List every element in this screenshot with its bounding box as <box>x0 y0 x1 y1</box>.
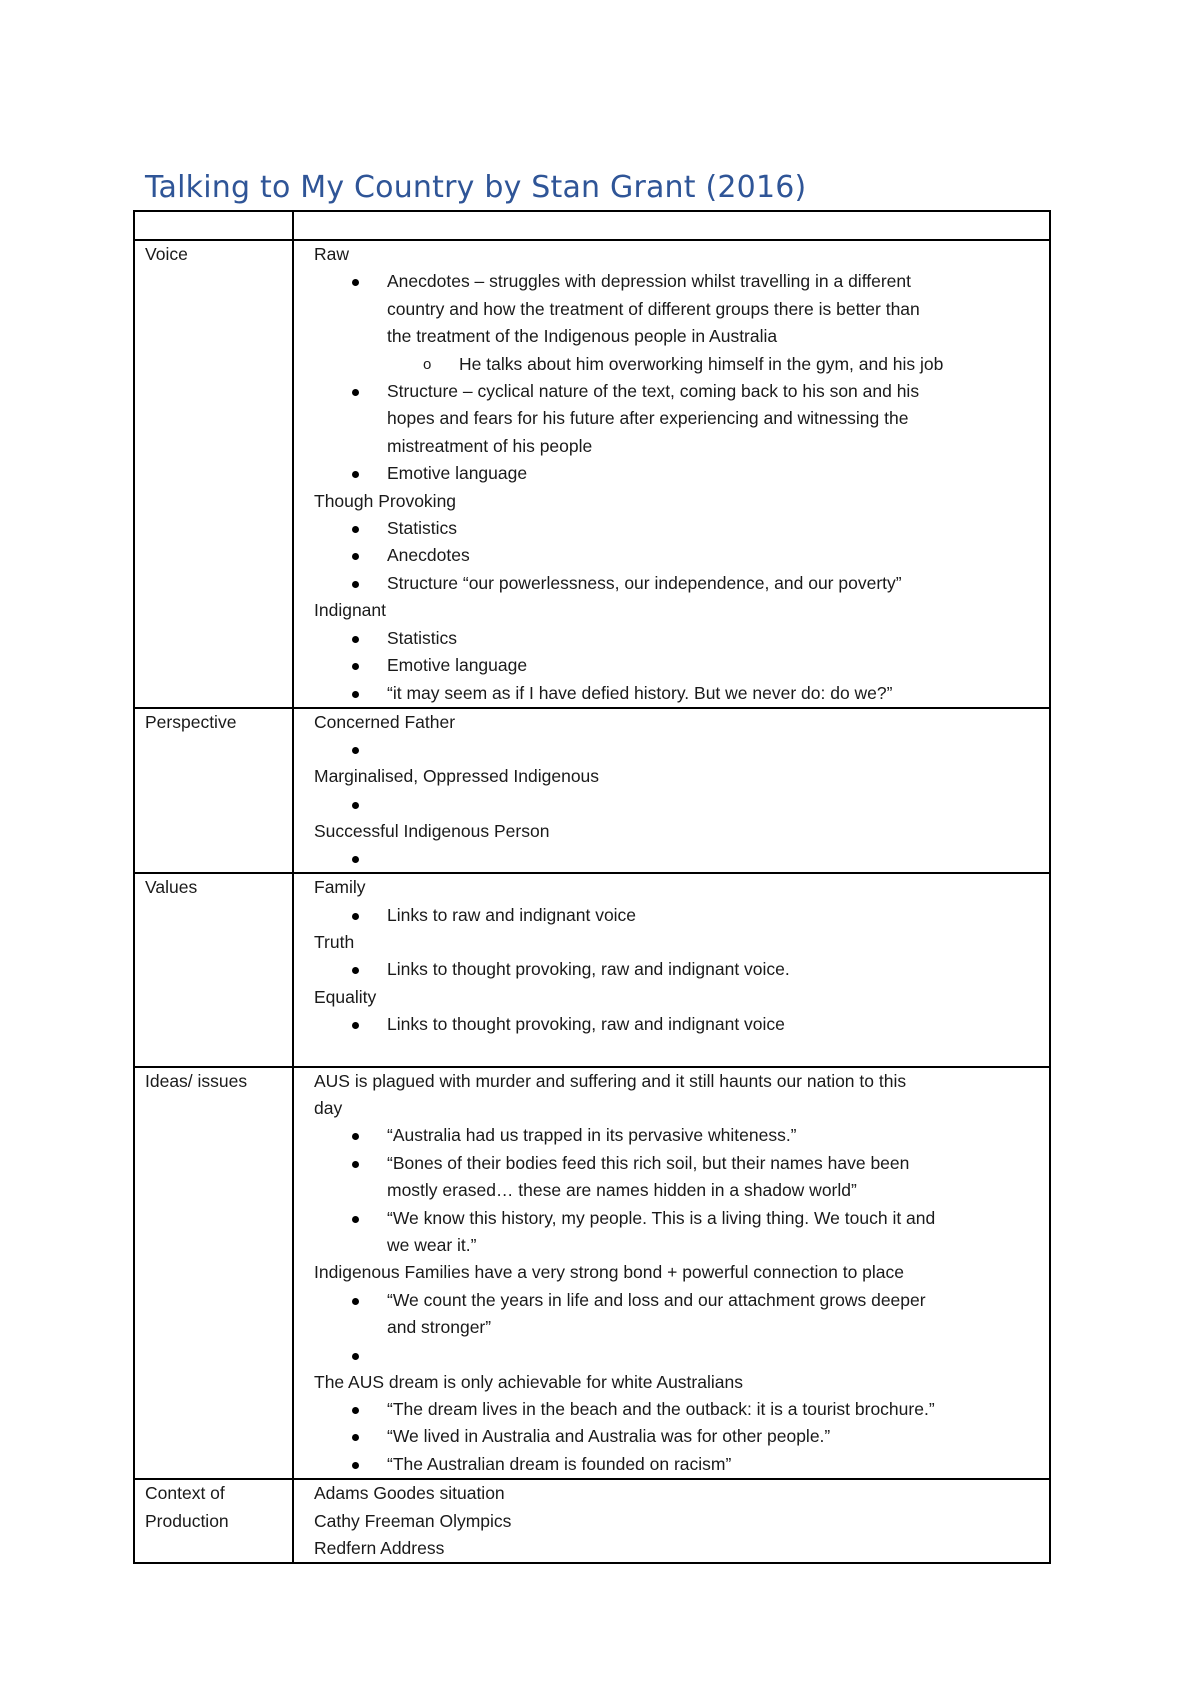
voice-raw-list <box>314 268 1041 350</box>
bullet-icon <box>352 389 359 396</box>
bullet-icon <box>352 279 359 286</box>
ideas-heading: day <box>314 1097 343 1118</box>
bullet-icon <box>352 691 359 698</box>
list-item: “We count the years in life and loss and our attachment grows deeper and stronger” <box>314 1287 1041 1342</box>
bullet-icon <box>352 802 359 809</box>
bullet-icon <box>352 1133 359 1140</box>
list-item: Emotive language <box>314 652 1041 679</box>
context-item: Redfern Address <box>314 1538 445 1559</box>
perspective-heading: Concerned Father <box>314 711 456 732</box>
perspective-heading: Successful Indigenous Person <box>314 820 550 841</box>
list-item: “The dream lives in the beach and the outback: it is a tourist brochure.” <box>314 1396 1041 1423</box>
row-content-ideas <box>293 1067 1050 1480</box>
list-item: Links to thought provoking, raw and indignant voice. <box>314 956 1041 983</box>
table-row-ideas <box>134 1067 1050 1480</box>
values-heading: Equality <box>314 986 377 1007</box>
header-cell-left <box>134 211 293 240</box>
bullet-icon <box>352 663 359 670</box>
table-header-row <box>134 211 1050 240</box>
row-content-context <box>293 1479 1050 1563</box>
table-row-perspective <box>134 708 1050 873</box>
bullet-icon <box>352 1022 359 1029</box>
row-content-voice <box>293 240 1050 708</box>
bullet-icon <box>352 1216 359 1223</box>
voice-heading-raw: Raw <box>314 244 350 264</box>
list-item <box>314 791 1041 818</box>
bullet-icon <box>352 1434 359 1441</box>
ideas-heading: The AUS dream is only achievable for white Australians <box>314 1371 743 1392</box>
list-item: Links to raw and indignant voice <box>314 902 1041 929</box>
list-item: Anecdotes – struggles with depression whilst travelling in a different country and how the treatment of different groups there is better than the treatment of the Indigenous people in Australia <box>314 268 1041 350</box>
voice-heading-indignant: Indignant <box>314 600 387 621</box>
list-item: “Bones of their bodies feed this rich soil, but their names have been mostly erased… these are names hidden in a shadow world” <box>314 1150 1041 1205</box>
bullet-icon <box>352 1353 359 1360</box>
bullet-icon <box>352 856 359 863</box>
list-item: “Australia had us trapped in its pervasive whiteness.” <box>314 1122 1041 1149</box>
row-label-perspective: Perspective <box>134 708 293 873</box>
bullet-icon <box>352 1462 359 1469</box>
voice-heading-thought: Though Provoking <box>314 490 457 511</box>
voice-thought-list <box>314 515 1041 597</box>
list-item: “We lived in Australia and Australia was for other people.” <box>314 1423 1041 1450</box>
row-label-values: Values <box>134 873 293 1066</box>
voice-raw-sublist <box>314 351 1041 378</box>
bullet-icon <box>352 636 359 643</box>
header-cell-right <box>293 211 1050 240</box>
context-item: Cathy Freeman Olympics <box>314 1510 512 1531</box>
list-item <box>314 736 1041 763</box>
list-item: Statistics <box>314 625 1041 652</box>
bullet-icon <box>352 1298 359 1305</box>
ideas-heading: AUS is plagued with murder and suffering and it still haunts our nation to this <box>314 1070 907 1091</box>
row-content-perspective <box>293 708 1050 873</box>
row-content-values <box>293 873 1050 1066</box>
list-item: o He talks about him overworking himself in the gym, and his job <box>314 351 1041 378</box>
values-heading: Family <box>314 877 366 898</box>
ideas-heading: Indigenous Families have a very strong bond + powerful connection to place <box>314 1262 905 1283</box>
analysis-table <box>133 210 1051 1564</box>
list-item: Structure – cyclical nature of the text, coming back to his son and his hopes and fears for his future after experiencing and witnessing the mistreatment of his people <box>314 378 1041 460</box>
list-item: “We know this history, my people. This is a living thing. We touch it and we wear it.” <box>314 1205 1041 1260</box>
voice-raw-list-2 <box>314 378 1041 488</box>
values-heading: Truth <box>314 931 355 952</box>
hollow-bullet-icon: o <box>423 355 432 373</box>
list-item: “The Australian dream is founded on racism” <box>314 1451 1041 1478</box>
list-item <box>314 845 1041 872</box>
bullet-icon <box>352 471 359 478</box>
context-item: Adams Goodes situation <box>314 1483 505 1504</box>
bullet-icon <box>352 581 359 588</box>
perspective-heading: Marginalised, Oppressed Indigenous <box>314 766 600 787</box>
bullet-icon <box>352 1161 359 1168</box>
voice-indignant-list <box>314 625 1041 707</box>
row-label-voice: Voice <box>134 240 293 708</box>
list-item: “it may seem as if I have defied history. But we never do: do we?” <box>314 680 1041 707</box>
table-row-voice <box>134 240 1050 708</box>
bullet-icon <box>352 1407 359 1414</box>
row-label-context: Context of Production <box>134 1479 293 1563</box>
list-item: Anecdotes <box>314 542 1041 569</box>
row-label-ideas: Ideas/ issues <box>134 1067 293 1480</box>
bullet-icon <box>352 967 359 974</box>
list-item: Emotive language <box>314 460 1041 487</box>
list-item: Statistics <box>314 515 1041 542</box>
bullet-icon <box>352 553 359 560</box>
list-item: Structure “our powerlessness, our independence, and our poverty” <box>314 570 1041 597</box>
document-title: Talking to My Country by Stan Grant (2016) <box>145 170 807 205</box>
list-item <box>314 1342 1041 1369</box>
bullet-icon <box>352 526 359 533</box>
table-row-values <box>134 873 1050 1066</box>
list-item: Links to thought provoking, raw and indignant voice <box>314 1011 1041 1038</box>
bullet-icon <box>352 913 359 920</box>
bullet-icon <box>352 747 359 754</box>
table-row-context <box>134 1479 1050 1563</box>
